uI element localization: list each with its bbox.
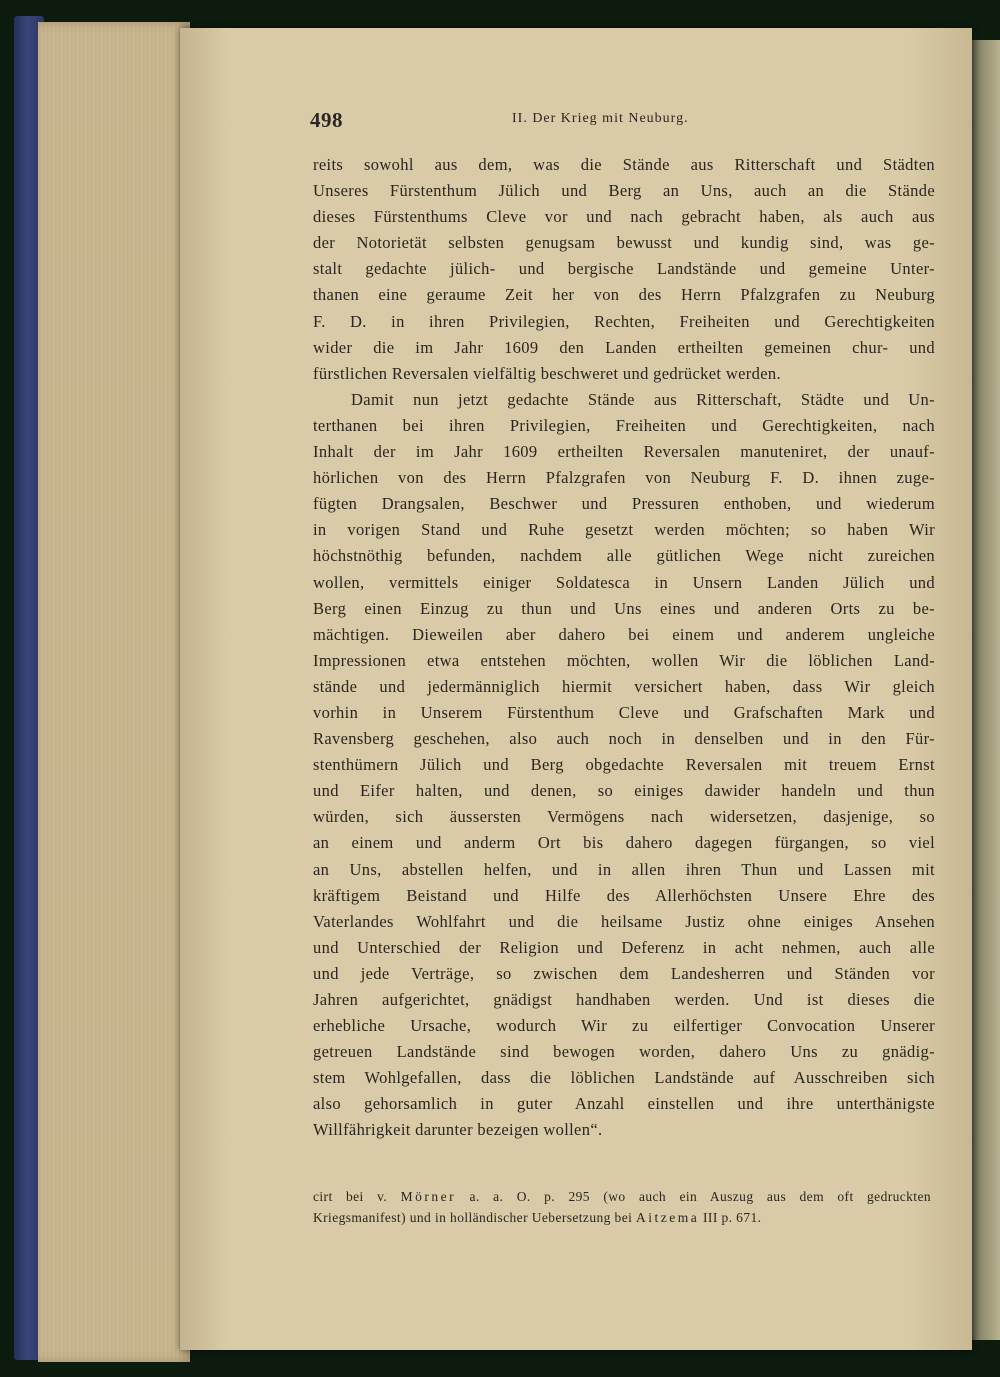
author-name: Aitzema — [636, 1210, 700, 1225]
text-line: erhebliche Ursache, wodurch Wir zu eilfertiger Convocation Unserer — [313, 1016, 935, 1036]
text-line: fügten Drangsalen, Beschwer und Pressuren enthoben, und wiederum — [313, 494, 935, 514]
author-name: Mörner — [400, 1189, 457, 1204]
text-line: reits sowohl aus dem, was die Stände aus Ritterschaft und Städten — [313, 155, 935, 174]
text-line: stalt gedachte jülich- und bergische Landstände und gemeine Unter- — [313, 259, 935, 279]
text-line: und Eifer halten, und denen, so einiges dawider handeln und thun — [313, 781, 935, 801]
text-line: fürstlichen Reversalen vielfältig beschweret und gedrücket werden. — [313, 363, 781, 383]
text-line: stenthümern Jülich und Berg obgedachte Reversalen mit treuem Ernst — [313, 755, 935, 775]
footnote-text: cirt bei v. — [313, 1189, 401, 1204]
text-line: Unseres Fürstenthum Jülich und Berg an Uns, auch an die Stände — [313, 181, 935, 201]
text-line: Damit nun jetzt gedachte Stände aus Ritterschaft, Städte und Un- — [351, 389, 935, 409]
page-header — [310, 108, 930, 138]
footnote-text: a. a. O. p. 295 (wo auch ein Auszug aus dem oft gedruckten — [456, 1189, 932, 1204]
footnote-text: Kriegsmanifest) und in holländischer Uebersetzung bei — [313, 1210, 637, 1225]
text-line: wider die im Jahr 1609 den Landen ertheilten gemeinen chur- und — [313, 337, 935, 357]
text-line: also gehorsamlich in guter Anzahl einstellen und ihre unterthänigste — [313, 1094, 935, 1114]
text-line: F. D. in ihren Privilegien, Rechten, Freiheiten und Gerechtigkeiten — [313, 311, 935, 331]
page-number: 498 — [310, 108, 343, 132]
text-line: in vorigen Stand und Ruhe gesetzt werden möchten; so haben Wir — [313, 520, 935, 540]
page-block-edge — [38, 22, 190, 1362]
text-line: stände und jedermänniglich hiermit versichert haben, dass Wir gleich — [313, 676, 935, 696]
text-line: Ravensberg geschehen, also auch noch in denselben und in den Für- — [313, 729, 935, 749]
text-line: und Unterschied der Religion und Deferenz in acht nehmen, auch alle — [313, 937, 935, 957]
footnote-text: III p. 671. — [699, 1210, 762, 1225]
running-head: II. Der Krieg mit Neuburg. — [512, 111, 689, 126]
text-line: Berg einen Einzug zu thun und Uns eines und anderen Orts zu be- — [313, 598, 935, 618]
text-line: höchstnöthig befunden, nachdem alle gütlichen Wege nicht zureichen — [313, 546, 935, 566]
text-line: würden, sich äussersten Vermögens nach widersetzen, dasjenige, so — [313, 807, 935, 827]
facing-page-edge — [968, 40, 1000, 1340]
text-line: an Uns, abstellen helfen, und in allen ihren Thun und Lassen mit — [313, 859, 935, 879]
text-line: Jahren aufgerichtet, gnädigst handhaben werden. Und ist dieses die — [313, 990, 935, 1009]
text-line: stem Wohlgefallen, dass die löblichen Landstände auf Ausschreiben sich — [313, 1068, 935, 1088]
footnote-line — [313, 1207, 931, 1228]
text-line: mächtigen. Dieweilen aber dahero bei einem und anderem ungleiche — [313, 624, 935, 644]
text-line: vorhin in Unserem Fürstenthum Cleve und Grafschaften Mark und — [313, 702, 935, 722]
text-line: hörlichen von des Herrn Pfalzgrafen von Neuburg F. D. ihnen zuge- — [313, 468, 935, 488]
text-line: terthanen bei ihren Privilegien, Freiheiten und Gerechtigkeiten, nach — [313, 415, 935, 435]
text-line: dieses Fürstenthums Cleve vor und nach gebracht haben, als auch aus — [313, 207, 935, 227]
text-line: Vaterlandes Wohlfahrt und die heilsame Justiz ohne einiges Ansehen — [313, 911, 935, 931]
text-line: Inhalt der im Jahr 1609 ertheilten Reversalen manuteniret, der unauf- — [313, 442, 935, 462]
text-line: und jede Verträge, so zwischen dem Landesherren und Ständen vor — [313, 963, 935, 983]
body-text — [313, 152, 935, 1144]
text-line: an einem und anderm Ort bis dahero dagegen fürgangen, so viel — [313, 833, 935, 853]
text-line: Willfährigkeit darunter bezeigen wollen“. — [313, 1120, 603, 1140]
footnote — [313, 1186, 931, 1228]
text-line: thanen eine geraume Zeit her von des Herrn Pfalzgrafen zu Neuburg — [313, 285, 935, 305]
footnote-line — [313, 1186, 931, 1207]
text-line: getreuen Landstände sind bewogen worden, dahero Uns zu gnädig- — [313, 1042, 935, 1062]
text-line: der Notorietät selbsten genugsam bewusst und kundig sind, was ge- — [313, 233, 935, 253]
book-page — [180, 28, 972, 1350]
text-line: kräftigem Beistand und Hilfe des Allerhöchsten Unsere Ehre des — [313, 885, 935, 905]
text-line: Impressionen etwa entstehen möchten, wollen Wir die löblichen Land- — [313, 650, 935, 670]
text-line: wollen, vermittels einiger Soldatesca in Unsern Landen Jülich und — [313, 572, 935, 592]
